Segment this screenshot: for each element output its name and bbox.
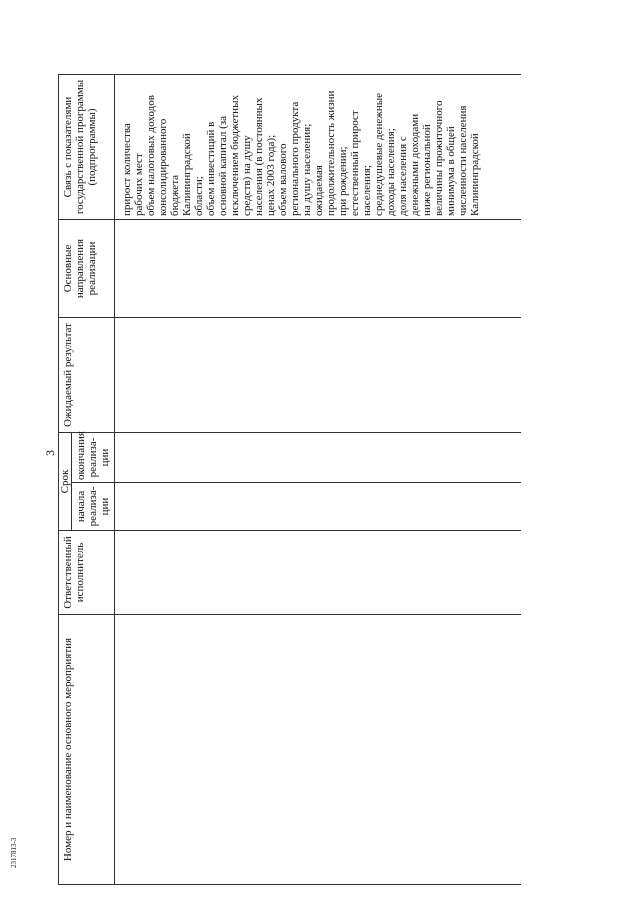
indicator-line: доходы населения;	[385, 128, 397, 216]
indicator-line: Калининградской	[181, 133, 193, 216]
cell-expected-result	[115, 318, 522, 433]
cell-activity	[115, 615, 522, 885]
header-executor: Ответственный исполнитель	[59, 531, 115, 615]
indicator-line: средств) на душу	[241, 135, 253, 216]
indicator-line: бюджета	[169, 174, 181, 216]
indicator-line: численности населения	[457, 105, 469, 216]
cell-term-end	[115, 433, 522, 483]
indicator-line: при рождении;	[337, 146, 349, 216]
indicator-line: объем налоговых доходов	[145, 95, 157, 216]
cell-directions	[115, 220, 522, 318]
cell-indicators	[115, 75, 522, 220]
indicator-line: консолидированного	[157, 118, 169, 216]
header-directions: Основные направления реализации	[59, 220, 115, 318]
header-term: Срок	[59, 433, 72, 531]
indicator-line: Калининградской	[469, 133, 481, 216]
indicator-line: денежными доходами	[409, 113, 421, 216]
indicator-line: прирост количества	[121, 123, 133, 216]
indicator-line: населения;	[361, 165, 373, 216]
indicator-line: ниже региональной	[421, 124, 433, 216]
header-link: Связь с показателями государственной программы (подпрограммы)	[59, 75, 115, 220]
indicator-line: ожидаемая	[313, 165, 325, 216]
indicator-line: среднедушевые денежные	[373, 92, 385, 216]
header-term-start: начала реализа-ции	[72, 483, 115, 531]
indicator-line: минимума в общей	[445, 126, 457, 216]
indicator-line: населения (в постоянных	[253, 97, 265, 216]
indicator-line: на душу населения;	[301, 123, 313, 216]
indicator-line: ценах 2003 года);	[265, 134, 277, 216]
activities-table	[58, 74, 521, 885]
rotated-table-wrapper	[58, 25, 638, 885]
table-row	[115, 75, 522, 885]
indicator-line: доля населения с	[397, 136, 409, 216]
indicator-line: исключением бюджетных	[229, 95, 241, 216]
indicator-line: объем валового	[277, 143, 289, 216]
cell-term-start	[115, 483, 522, 531]
indicator-line: естественный прирост	[349, 110, 361, 216]
indicator-line: регионального продукта	[289, 101, 301, 216]
indicator-line: величины прожиточного	[433, 100, 445, 216]
cell-executor	[115, 531, 522, 615]
indicator-line: объем инвестиций в	[205, 121, 217, 216]
indicator-line: области;	[193, 176, 205, 216]
indicator-line: основной капитал (за	[217, 116, 229, 216]
header-term-end: окончания реализа-ции	[72, 433, 115, 483]
document-code: 2317813-3	[10, 837, 18, 868]
page-number: 3	[43, 450, 57, 456]
header-expected-result: Ожидаемый результат	[59, 318, 115, 433]
indicator-line: продолжительность жизни	[325, 90, 337, 216]
header-activity: Номер и наименование основного мероприятия	[59, 615, 115, 885]
indicator-line: рабочих мест	[133, 153, 145, 216]
